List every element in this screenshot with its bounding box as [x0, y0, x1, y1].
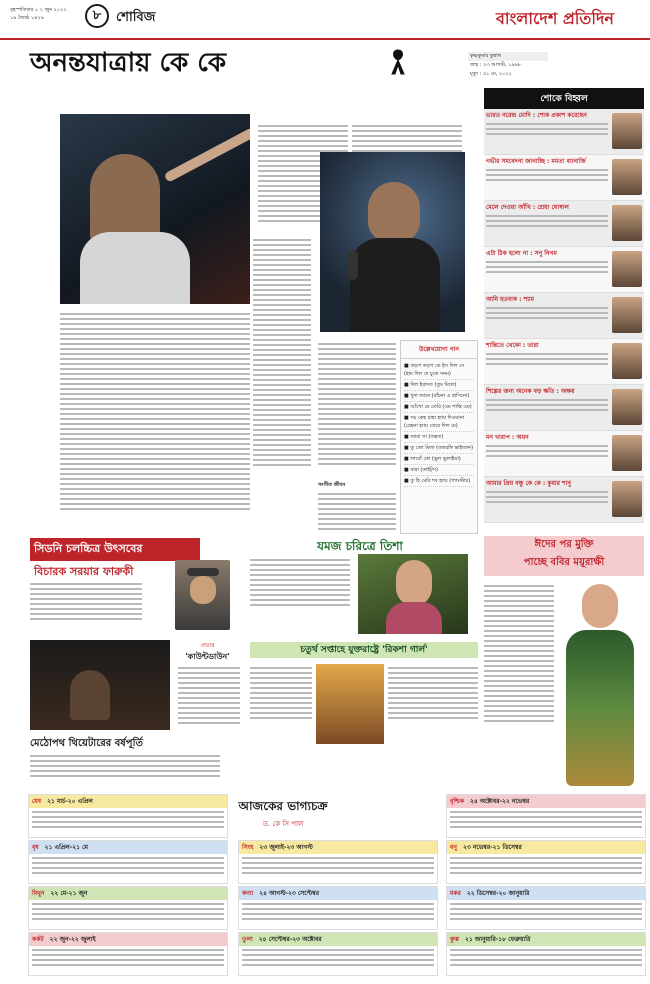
horoscope-sign-body — [239, 857, 437, 874]
story-bobby-headline-2: পাচ্ছে ববির ময়ূরাক্ষী — [523, 557, 605, 568]
story-rickshaw-headline: চতুর্থ সপ্তাহে যুক্তরাষ্ট্রে 'রিকশা গার্ল' — [250, 642, 478, 658]
horoscope-sign-name: কন্যা — [242, 890, 254, 897]
story-bobby-body — [484, 582, 554, 782]
header-dates — [10, 6, 80, 22]
sidebar-title: শোকে বিহ্বল — [484, 88, 644, 109]
songs-list — [401, 359, 477, 489]
singer-figure — [90, 154, 160, 244]
section-title: শোবিজ — [116, 10, 156, 25]
sidebar-item-body — [486, 215, 608, 227]
horoscope-sign — [238, 840, 438, 884]
sidebar-item-body — [486, 491, 608, 503]
horoscope-sign-name: তুলা — [242, 936, 253, 943]
story-tisha-photo — [358, 554, 468, 634]
horoscope-sign-body — [447, 903, 645, 920]
sidebar-item — [484, 247, 644, 293]
horoscope-sign-body — [447, 811, 645, 828]
story-countdown — [175, 640, 240, 664]
sidebar-item-title: আমি হতবাক : শ্যাম — [486, 296, 535, 303]
horoscope-sign-name: কুম্ভ — [450, 936, 459, 943]
story-methopath-photo — [30, 640, 170, 730]
songs-box — [400, 340, 478, 534]
horoscope-sign-header — [239, 887, 437, 900]
horoscope-sign-header — [447, 795, 645, 808]
horoscope-sign — [28, 932, 228, 976]
story-methopath-body — [30, 752, 220, 792]
story-rickshaw-body-1 — [250, 664, 312, 744]
horoscope-sign-range: ২১ জানুয়ারি-১৮ ফেব্রুয়ারি — [464, 936, 531, 943]
horoscope-sign-range: ২১ এপ্রিল-২১ মে — [44, 844, 88, 851]
sidebar-item — [484, 385, 644, 431]
sidebar-item-title: এটা ঠিক হলো না : সনু নিগম — [486, 250, 557, 257]
horoscope-sign-header — [447, 887, 645, 900]
story-farooki-photo — [175, 560, 230, 630]
song-item: ■ লাবোঁ কো (ভুল ভুলাইয়া) — [404, 454, 474, 465]
date-line-2: ১৯ জ্যৈষ্ঠ ১৪২৯ — [10, 15, 44, 21]
horoscope-sign-range: ২২ মে-২১ জুন — [50, 890, 88, 897]
horoscope-sign-body — [29, 903, 227, 920]
horoscope-sign-body — [447, 949, 645, 966]
horoscope-sign — [446, 932, 646, 976]
story-farooki-body — [30, 580, 142, 630]
horoscope-sign-range: ২৪ আগস্ট-২৩ সেপ্টেম্বর — [259, 890, 320, 897]
sidebar-item-body — [486, 123, 608, 135]
song-item: ■ তড়প তড়প কে ইস দিল সে (হাম দিল দে চুকে সনম) — [404, 361, 474, 380]
horoscope-sign-name: বৃষ — [32, 844, 39, 851]
story-countdown-body — [178, 664, 240, 746]
horoscope-sign-body — [447, 857, 645, 874]
song-item: ■ জারা সা (জন্নত) — [404, 432, 474, 443]
horoscope-sign — [28, 840, 228, 884]
avatar — [612, 205, 642, 241]
horoscope-sign-name: মিথুন — [32, 890, 45, 897]
horoscope-sign-range: ২৩ নভেম্বর-২১ ডিসেম্বর — [462, 844, 522, 851]
microphone-icon — [348, 250, 358, 280]
sidebar-item — [484, 155, 644, 201]
horoscope-sign-header — [29, 795, 227, 808]
horoscope-sign-body — [29, 857, 227, 874]
horoscope-sign-range: ২৩ জুলাই-২৩ আগস্ট — [259, 844, 313, 851]
horoscope-sign-range: ২৪ সেপ্টেম্বর-২৩ অক্টোবর — [258, 936, 322, 943]
lead-info-box — [468, 52, 548, 79]
song-item: ■ খুদা জানে (বাঁচনা এ হাসিনো) — [404, 391, 474, 402]
sidebar-item-title: গভীর সমবেদনা জানাচ্ছি : মমতা ব্যানার্জি — [486, 158, 586, 165]
horoscope-sign-body — [29, 949, 227, 966]
story-rickshaw-photo — [316, 664, 384, 744]
page-number-badge: ৮ — [85, 4, 109, 28]
horoscope-sign — [446, 840, 646, 884]
horoscope-sign-header — [239, 933, 437, 946]
sidebar-item-title: মন খারাপ : অয়ন — [486, 434, 529, 441]
sidebar-item — [484, 477, 644, 523]
avatar — [612, 297, 642, 333]
horoscope-sign-range: ২২ জুন-২২ জুলাই — [49, 936, 96, 943]
horoscope-sign-header — [239, 841, 437, 854]
sidebar-item — [484, 293, 644, 339]
sidebar-item-title: শান্তিতে থেকো : তারা — [486, 342, 539, 349]
horoscope-sign-name: মকর — [450, 890, 461, 897]
sidebar-item — [484, 431, 644, 477]
sidebar-item-body — [486, 399, 608, 411]
lead-column-left — [60, 310, 250, 510]
horoscope-sign — [238, 932, 438, 976]
song-item: ■ দিল ইবাদত (তুম মিলে) — [404, 380, 474, 391]
horoscope-sign-name: বৃশ্চিক — [450, 798, 465, 805]
lead-photo-portrait — [320, 152, 465, 332]
stage-performer — [70, 670, 110, 720]
singer-arm — [164, 127, 250, 183]
page-header — [0, 0, 650, 40]
lead-info-label: কৃষ্ণকুমার কুন্নাথ — [468, 52, 548, 61]
songs-box-title: উল্লেখযোগ্য গান — [401, 341, 477, 359]
avatar — [612, 435, 642, 471]
horoscope-sign — [446, 794, 646, 838]
story-bobby-photo — [556, 580, 644, 786]
sidebar-item-body — [486, 445, 608, 457]
horoscope-sign-header — [29, 887, 227, 900]
story-countdown-headline: 'কাউন্টডাউন' — [185, 652, 230, 661]
horoscope-byline: ড. কে সি পাল — [262, 820, 304, 828]
horoscope-sign-header — [447, 933, 645, 946]
lead-died: মৃত্যু : ৩১ মে, ২০২২ — [470, 71, 512, 77]
story-tisha-headline: যমজ চরিত্রে তিশা — [317, 539, 403, 553]
horoscope-sign-body — [29, 811, 227, 828]
avatar — [612, 389, 642, 425]
sidebar-item-body — [486, 353, 608, 365]
horoscope-sign-name: মেষ — [32, 798, 42, 805]
avatar — [612, 481, 642, 517]
lead-column-middle-bottom — [318, 340, 396, 470]
song-item: ■ যারা (কাইট্‌স) — [404, 465, 474, 476]
bio-heading: সংগীত জীবন — [318, 482, 346, 488]
mourning-ribbon-icon — [388, 48, 408, 76]
horoscope-sign-range: ২২ ডিসেম্বর-২০ জানুয়ারি — [466, 890, 530, 897]
avatar — [612, 159, 642, 195]
lead-headline: অনন্তযাত্রায় কে কে — [30, 48, 227, 78]
horoscope-sign-name: ধনু — [450, 844, 457, 851]
story-rickshaw-body-2 — [388, 664, 478, 744]
horoscope-sign — [238, 886, 438, 930]
sidebar — [484, 88, 644, 528]
story-countdown-kicker: প্রভার — [200, 642, 215, 649]
date-line-1: বৃহস্পতিবার ০ ২ জুন ২০২২ — [10, 7, 67, 13]
horoscope-sign-body — [239, 949, 437, 966]
sidebar-item — [484, 339, 644, 385]
avatar — [612, 251, 642, 287]
song-item: ■ আঁখো মে তেরি (ওম শান্তি ওম) — [404, 402, 474, 413]
horoscope-sign-range: ২১ মার্চ-২০ এপ্রিল — [47, 798, 93, 805]
song-item: ■ তু হি মেরি শব হ্যায় (গ্যাংস্টার) — [404, 476, 474, 487]
story-bobby-banner — [484, 536, 644, 576]
farooki-hat — [187, 568, 219, 576]
horoscope-sign-header — [29, 841, 227, 854]
horoscope-sign — [28, 794, 228, 838]
portrait-jacket — [350, 238, 440, 332]
bobby-dress — [566, 630, 634, 786]
sidebar-item-body — [486, 261, 608, 273]
lead-photo-concert — [60, 114, 250, 304]
portrait-face — [368, 182, 420, 242]
song-item: ■ সচ কেহ রাহা হ্যায় দিওয়ানা (রেহনা হ্যায় তেরে দিল মে) — [404, 413, 474, 432]
horoscope-sign-name: সিংহ — [242, 844, 254, 851]
horoscope-title: আজকের ভাগ্যচক্র — [238, 799, 328, 813]
sidebar-item-title: ভারত নরেন্দ্র মোদি : শোক প্রকাশ করেছেন — [486, 112, 587, 119]
avatar — [612, 113, 642, 149]
horoscope-sign — [28, 886, 228, 930]
sidebar-item-title: শিল্পের জন্য অনেক বড় ক্ষতি : অক্ষয় — [486, 388, 575, 395]
sidebar-item — [484, 201, 644, 247]
sidebar-item-body — [486, 307, 608, 319]
bobby-face — [582, 584, 618, 628]
brand-logo: বাংলাদেশ প্রতিদিন — [496, 9, 614, 28]
lead-column-narrow — [253, 236, 311, 470]
avatar — [612, 343, 642, 379]
singer-shirt — [80, 232, 190, 304]
horoscope-sign — [446, 886, 646, 930]
story-farooki-headline-1: সিডনি চলচ্চিত্র উৎসবের — [30, 538, 200, 561]
horoscope-sign-header — [29, 933, 227, 946]
story-tisha-body — [250, 556, 350, 626]
farooki-face — [190, 576, 216, 604]
sidebar-item — [484, 109, 644, 155]
sidebar-item-body — [486, 169, 608, 181]
story-farooki-headline-2: বিচারক সরয়ার ফারুকী — [34, 565, 134, 578]
story-methopath-headline: মেঠোপথ থিয়েটারের বর্ষপূর্তি — [30, 738, 143, 749]
song-item: ■ তু জো মিলা (বজরঙ্গি ভাইজান) — [404, 443, 474, 454]
story-bobby-headline-1: ঈদের পর মুক্তি — [534, 539, 594, 550]
horoscope-section — [28, 790, 644, 980]
sidebar-item-title: আমার প্রিয় বন্ধু কে কে : কুমার শানু — [486, 480, 571, 487]
horoscope-sign-body — [239, 903, 437, 920]
sidebar-list — [484, 109, 644, 523]
horoscope-title-box — [228, 798, 338, 830]
tisha-face — [396, 560, 432, 606]
lead-column-bio — [318, 490, 396, 534]
lead-born: জন্ম : ২৩ আগস্ট, ১৯৬৮ — [470, 62, 522, 68]
horoscope-sign-name: কর্কট — [32, 936, 44, 943]
horoscope-sign-range: ২৪ অক্টোবর-২২ নভেম্বর — [470, 798, 530, 805]
sidebar-item-title: মেলে দেওয়া আঁখি : শ্রেয়া ঘোষাল — [486, 204, 569, 211]
tisha-dress — [386, 602, 442, 634]
horoscope-sign-header — [447, 841, 645, 854]
